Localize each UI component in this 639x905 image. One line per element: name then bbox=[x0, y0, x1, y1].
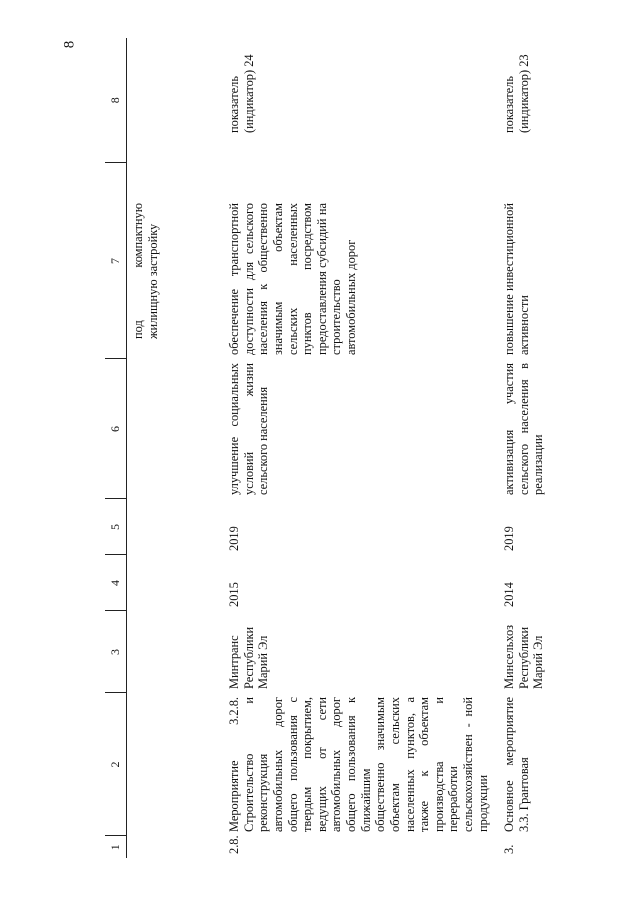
cell-expected-result: активизация участия сельского населения в реализации bbox=[502, 363, 546, 495]
cell-measure bbox=[127, 693, 224, 836]
column-header-1: 1 bbox=[105, 836, 127, 858]
column-header-5: 5 bbox=[105, 499, 127, 555]
table-row-2-8 bbox=[223, 38, 498, 858]
cell-description: под компактную жилищную застройку bbox=[131, 203, 160, 339]
cell-expected-result: улучшение социальных условий жизни сельского населения bbox=[227, 363, 271, 495]
cell-indicator: показатель (индикатор) 24 bbox=[227, 54, 256, 133]
cell-measure: Мероприятие 3.2.8. Строительство и реконструкция автомобильных дорог общего пользования с твердым покрытием, ведущих от сети автомобильных дорог общего пользования к ближайшим общественно значимым объектам сельских населенных пунктов, а также к объектам производства и переработки сельскохозяйствен - ной продукции bbox=[227, 697, 490, 832]
rotated-page-content bbox=[105, 38, 590, 858]
column-header-7: 7 bbox=[105, 163, 127, 359]
cell-end-year: 2019 bbox=[502, 526, 516, 551]
page-number: 8 bbox=[61, 40, 78, 49]
cell-executor: Минсельхоз Республики Марий Эл bbox=[502, 624, 546, 689]
cell-indicator bbox=[127, 38, 224, 163]
cell-executor: Минтранс Республики Марий Эл bbox=[227, 626, 271, 689]
cell-description: повышение инвестиционной активности bbox=[502, 203, 531, 355]
table-row-3 bbox=[498, 38, 546, 858]
cell-measure: Основное мероприятие 3.3. Грантовая bbox=[502, 697, 531, 832]
column-header-2: 2 bbox=[105, 693, 127, 836]
cell-end-year bbox=[127, 499, 224, 555]
cell-executor bbox=[127, 611, 224, 693]
cell-start-year: 2015 bbox=[227, 582, 241, 607]
column-header-3: 3 bbox=[105, 611, 127, 693]
program-measures-table bbox=[105, 38, 546, 858]
column-header-6: 6 bbox=[105, 359, 127, 499]
cell-start-year: 2014 bbox=[502, 582, 516, 607]
cell-number: 3. bbox=[502, 844, 516, 854]
cell-number: 2.8. bbox=[227, 835, 241, 854]
table-row-continuation bbox=[127, 38, 224, 858]
cell-end-year: 2019 bbox=[227, 526, 241, 551]
column-number-row bbox=[105, 38, 127, 858]
column-header-8: 8 bbox=[105, 38, 127, 163]
column-header-4: 4 bbox=[105, 555, 127, 611]
cell-expected-result bbox=[127, 359, 224, 499]
cell-start-year bbox=[127, 555, 224, 611]
cell-description: обеспечение транспортной доступности для сельского населения к общественно значимым объектам сельских населенных пунктов посредством предоставления субсидий на строительство автомобильных дорог bbox=[227, 203, 358, 355]
cell-number bbox=[127, 836, 224, 858]
cell-indicator: показатель (индикатор) 23 bbox=[502, 54, 531, 133]
